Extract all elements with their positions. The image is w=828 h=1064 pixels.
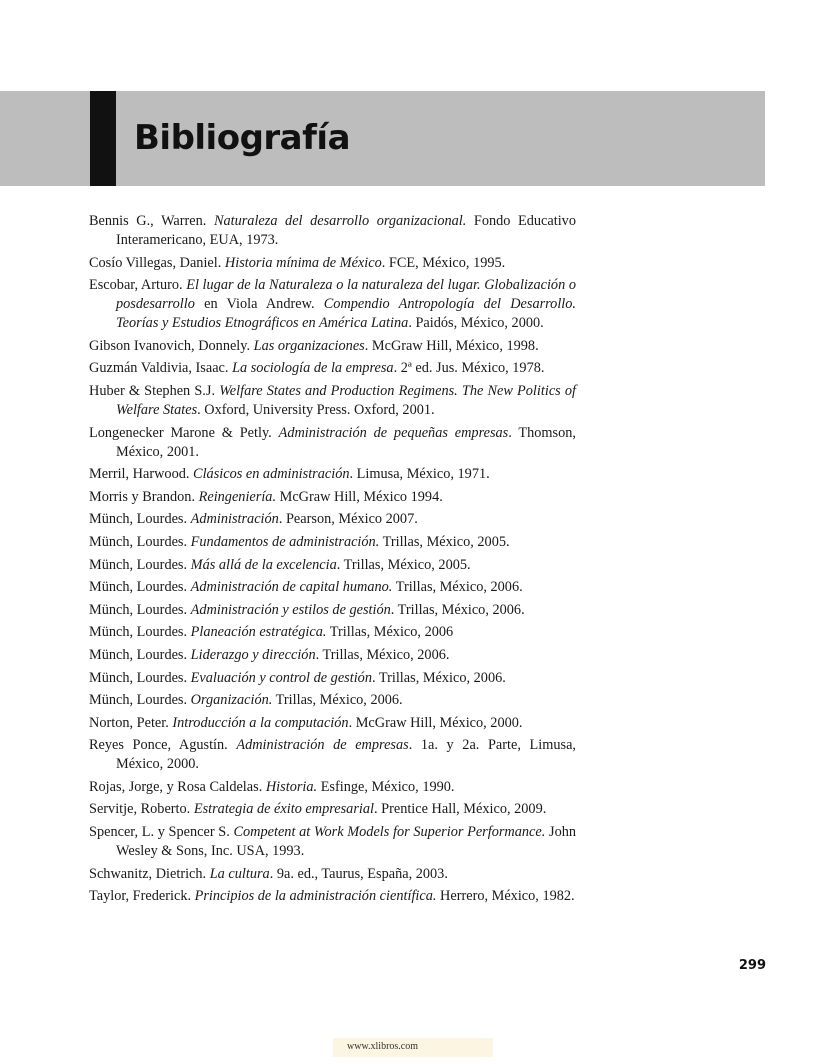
entry-title: Administración de pequeñas empresas: [278, 424, 509, 441]
entry-details: . FCE, México, 1995.: [381, 254, 506, 271]
entry-details: Trillas, México, 2006.: [395, 579, 523, 596]
entry-details: Trillas, México, 2006: [329, 624, 454, 641]
entry-details: . Trillas, México, 2006.: [371, 669, 506, 686]
entry-title: Historia.: [265, 778, 318, 795]
bibliography-entry: [89, 736, 576, 774]
entry-title: La cultura: [209, 865, 270, 882]
entry-author: Merril, Harwood.: [89, 466, 190, 483]
entry-author: Münch, Lourdes.: [89, 601, 188, 618]
entry-details: John Wesley & Sons, Inc. USA, 1993.: [116, 824, 577, 860]
entry-title: Estrategia de éxito empresarial: [193, 801, 374, 818]
entry-details: McGraw Hill, México 1994.: [279, 488, 443, 505]
bibliography-entry: [89, 714, 576, 733]
entry-author: Gibson Ivanovich, Donnely.: [89, 337, 251, 354]
entry-author: Escobar, Arturo.: [89, 277, 183, 294]
entry-details: . Trillas, México, 2006.: [390, 601, 525, 618]
bibliography-entry: [89, 865, 576, 884]
bibliography-entry: [89, 646, 576, 665]
bibliography-entry: [89, 488, 576, 507]
bibliography-entry: [89, 556, 576, 575]
bibliography-entry: [89, 359, 576, 378]
entry-details-2: . Paidós, México, 2000.: [408, 315, 544, 332]
entry-details: . Trillas, México, 2005.: [336, 556, 471, 573]
entry-title: La sociología de la empresa: [232, 360, 394, 377]
entry-author: Reyes Ponce, Agustín.: [89, 737, 228, 754]
entry-author: Münch, Lourdes.: [89, 692, 188, 709]
entry-author: Münch, Lourdes.: [89, 511, 188, 528]
entry-details: . 9a. ed., Taurus, España, 2003.: [269, 865, 448, 882]
bibliography-entry: [89, 533, 576, 552]
bibliography-entry: [89, 669, 576, 688]
entry-author: Norton, Peter.: [89, 714, 169, 731]
bibliography-entry: [89, 887, 576, 906]
entry-title: Administración de empresas: [236, 737, 409, 754]
entry-title: Administración de capital humano.: [190, 579, 393, 596]
header-accent-bar: [90, 91, 116, 186]
footer-url[interactable]: www.xlibros.com: [347, 1041, 419, 1052]
entry-author: Longenecker Marone & Petly.: [89, 424, 272, 441]
bibliography-entry: [89, 601, 576, 620]
entry-title: Competent at Work Models for Superior Performance.: [233, 824, 546, 841]
entry-author: Münch, Lourdes.: [89, 556, 188, 573]
entry-author: Schwanitz, Dietrich.: [89, 865, 207, 882]
entry-author: Münch, Lourdes.: [89, 646, 188, 663]
entry-title: Introducción a la computación: [172, 714, 349, 731]
entry-details: . Oxford, University Press. Oxford, 2001.: [197, 401, 435, 418]
entry-details: Herrero, México, 1982.: [440, 888, 575, 905]
entry-title-2: Compendio Antropología del Desarrollo. Teorías y Estudios Etnográficos en América Latina: [116, 296, 577, 332]
entry-author: Cosío Villegas, Daniel.: [89, 254, 222, 271]
bibliography-entry: [89, 691, 576, 710]
entry-details: . McGraw Hill, México, 1998.: [364, 337, 539, 354]
entry-author: Guzmán Valdivia, Isaac.: [89, 360, 229, 377]
entry-title: Planeación estratégica.: [190, 624, 327, 641]
page-title: Bibliografía: [134, 118, 351, 158]
entry-details: Trillas, México, 2005.: [382, 533, 510, 550]
bibliography-entry: [89, 337, 576, 356]
bibliography-entry: [89, 424, 576, 462]
entry-title: Evaluación y control de gestión: [190, 669, 372, 686]
entry-author: Huber & Stephen S.J.: [89, 382, 216, 399]
entry-author: Spencer, L. y Spencer S.: [89, 824, 230, 841]
bibliography-entry: [89, 212, 576, 250]
entry-details: . 2ª ed. Jus. México, 1978.: [393, 360, 545, 377]
bibliography-entry: [89, 823, 576, 861]
entry-title: Clásicos en administración: [193, 466, 350, 483]
entry-details: Trillas, México, 2006.: [275, 692, 403, 709]
entry-title: Más allá de la excelencia: [190, 556, 337, 573]
bibliography-list: [89, 212, 576, 910]
entry-details: . Prentice Hall, México, 2009.: [373, 801, 547, 818]
entry-title: Fundamentos de administración.: [190, 533, 380, 550]
entry-title: Administración: [190, 511, 279, 528]
entry-title: Welfare States and Production Regimens. The New Politics of Welfare States: [116, 382, 577, 418]
entry-details: en Viola Andrew.: [204, 296, 315, 313]
bibliography-entry: [89, 276, 576, 333]
entry-title: Organización.: [190, 692, 273, 709]
entry-details: . Pearson, México 2007.: [278, 511, 418, 528]
entry-details: Esfinge, México, 1990.: [320, 778, 455, 795]
entry-title: Principios de la administración científica.: [194, 888, 437, 905]
bibliography-entry: [89, 254, 576, 273]
entry-details: . Thomson, México, 2001.: [116, 424, 576, 460]
entry-title: Administración y estilos de gestión: [190, 601, 391, 618]
entry-author: Rojas, Jorge, y Rosa Caldelas.: [89, 778, 263, 795]
entry-author: Bennis G., Warren.: [89, 213, 207, 229]
entry-author: Münch, Lourdes.: [89, 579, 188, 596]
entry-author: Münch, Lourdes.: [89, 669, 188, 686]
page-number: 299: [738, 958, 766, 973]
entry-title: Las organizaciones: [253, 337, 365, 354]
entry-details: . Limusa, México, 1971.: [349, 466, 490, 483]
entry-details: . Trillas, México, 2006.: [315, 646, 450, 663]
entry-title: Historia mínima de México: [224, 254, 382, 271]
entry-details: . McGraw Hill, México, 2000.: [348, 714, 523, 731]
bibliography-entry: [89, 382, 576, 420]
entry-author: Münch, Lourdes.: [89, 624, 188, 641]
entry-title: Reingeniería.: [198, 488, 277, 505]
bibliography-entry: [89, 465, 576, 484]
bibliography-entry: [89, 510, 576, 529]
entry-details: Fondo Educativo Interamericano, EUA, 1973.: [116, 213, 576, 248]
entry-title: Naturaleza del desarrollo organizacional.: [213, 213, 467, 229]
bibliography-entry: [89, 623, 576, 642]
bibliography-entry: [89, 578, 576, 597]
entry-title: El lugar de la Naturaleza o la naturaleza del lugar. Globalización o posdesarrollo: [116, 277, 576, 313]
entry-author: Münch, Lourdes.: [89, 533, 188, 550]
entry-title: Liderazgo y dirección: [190, 646, 316, 663]
bibliography-entry: [89, 778, 576, 797]
entry-author: Servitje, Roberto.: [89, 801, 191, 818]
entry-author: Taylor, Frederick.: [89, 888, 192, 905]
entry-author: Morris y Brandon.: [89, 488, 196, 505]
entry-details: . 1a. y 2a. Parte, Limusa, México, 2000.: [116, 737, 576, 773]
bibliography-entry: [89, 800, 576, 819]
